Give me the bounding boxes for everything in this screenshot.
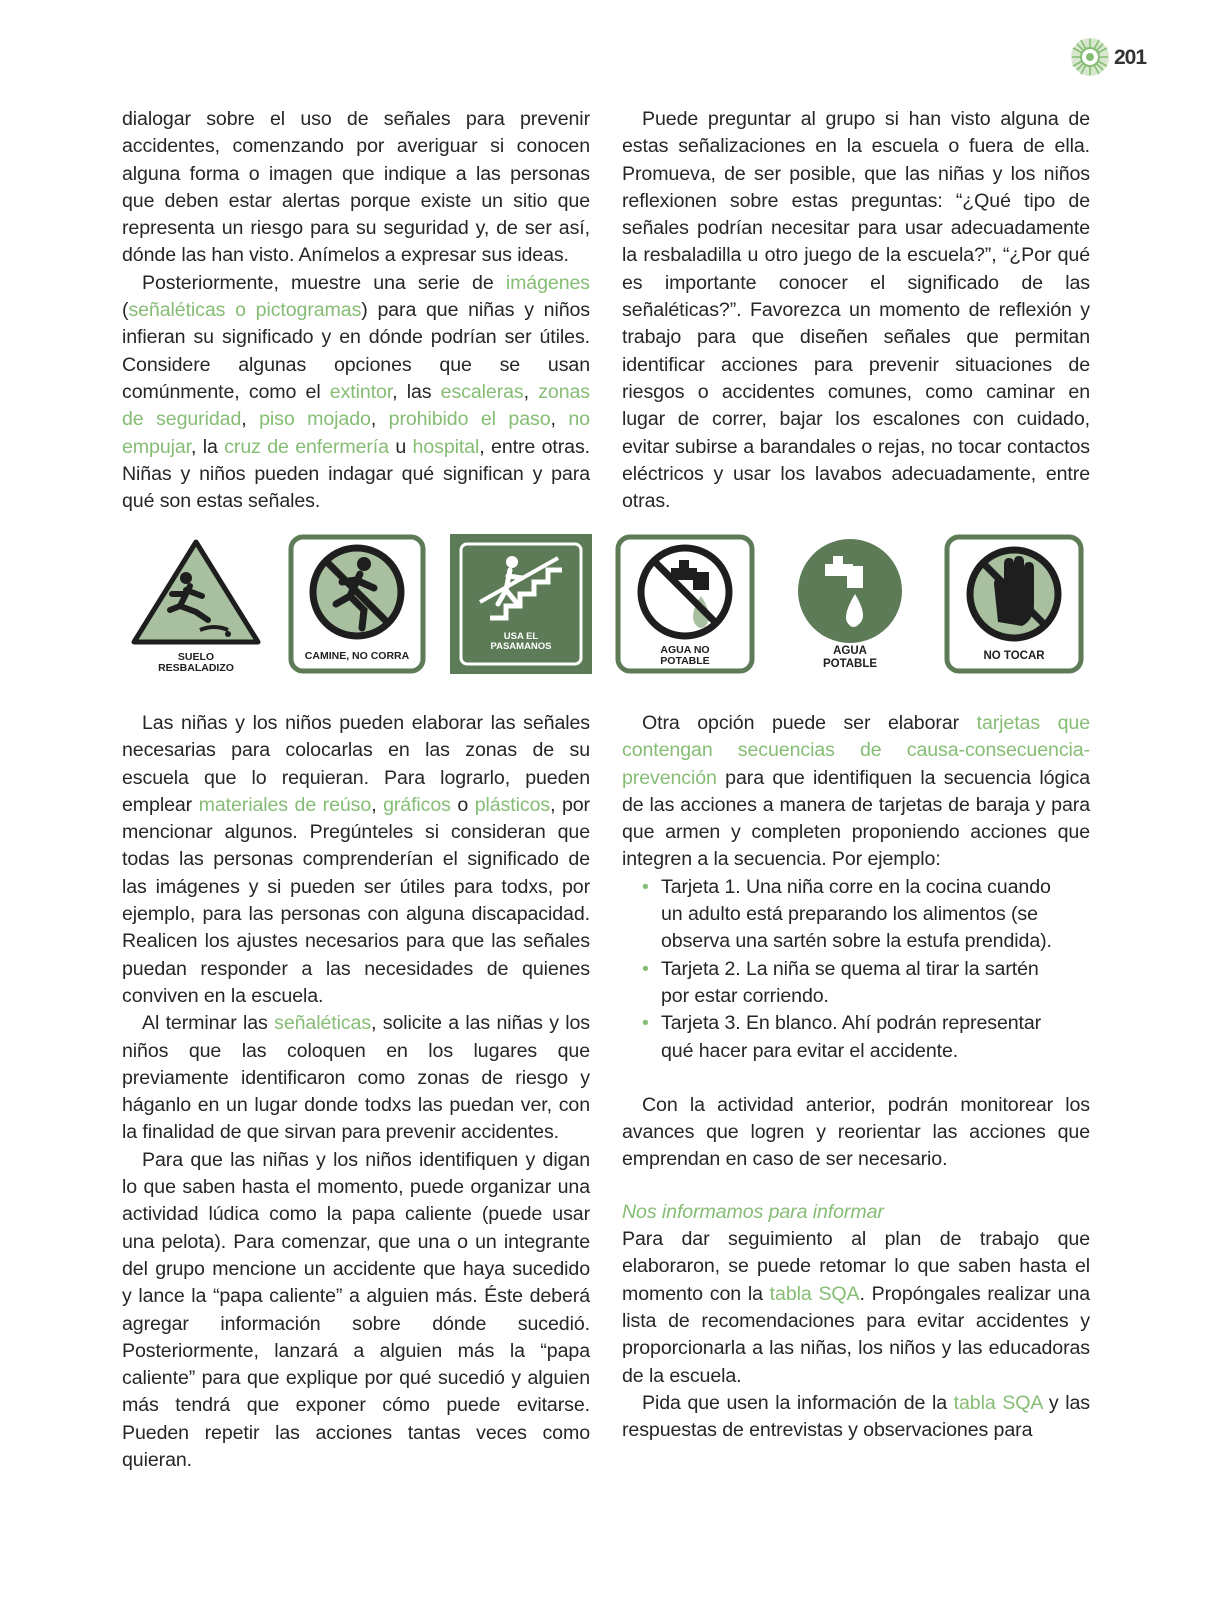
sign-caption: AGUA NO POTABLE [660, 644, 710, 667]
link-text: prohibido el paso [388, 408, 551, 431]
section-title: Nos informamos para informar [622, 1200, 884, 1223]
link-text: hospital [412, 435, 480, 458]
link-text: señaléticas o pictogramas [128, 299, 362, 322]
paragraph: Al terminar las señaléticas, solicite a las niñas y los niños que las coloquen en los lugares que previamente identificaron como zonas de riesgo y háganlo en un lugar donde todxs las puedan ver, con la finalidad de que sirvan para prevenir accidentes. [122, 1012, 591, 1144]
sign-caption: CAMINE, NO CORRA [304, 650, 410, 662]
page-number: 201 [1114, 46, 1147, 69]
column-left-bottom [122, 710, 590, 1474]
list-item: • Tarjeta 3. En blanco. Ahí podrán representar qué hacer para evitar el accidente. [622, 1010, 1052, 1065]
list-item: • Tarjeta 2. La niña se quema al tirar la sartén por estar corriendo. [622, 956, 1052, 1011]
link-text: plásticos [474, 793, 551, 816]
potable-water-sign-icon [795, 536, 905, 646]
slippery-floor-sign-icon [130, 538, 262, 648]
emblem-icon [1070, 37, 1110, 77]
link-text: tabla SQA [953, 1391, 1043, 1414]
paragraph: Puede preguntar al grupo si han visto alguna de estas señalizaciones en la escuela o fuera de ella. Promueva, de ser posible, que las niñas y los niños reflexionen sobre estas preguntas: “¿Qué tipo de señales podrían necesitar para usar adecuadamente la resbaladilla u otro juego de la escuela?”, “¿Por qué es importante conocer el significado de las señaléticas?”. Favorezca un momento de reflexión y trabajo para que diseñen señales que permitan identificar acciones para prevenir situaciones de riesgos o accidentes comunes, como caminar en lugar de correr, bajar los escalones con cuidado, evitar subirse a barandales o rejas, no tocar contactos eléctricos y usar los lavabos adecuadamente, entre otras. [622, 108, 1090, 513]
paragraph: dialogar sobre el uso de señales para prevenir accidentes, comenzando por averiguar si conocen alguna forma o imagen que indique a las personas que deben estar alertas porque existe un sitio que representa un riesgo para su seguridad y, de ser así, dónde las han visto. Anímelos a expresar sus ideas. [122, 108, 590, 267]
link-text: señaléticas [274, 1012, 372, 1035]
paragraph: Pida que usen la información de la tabla SQA y las respuestas de entrevistas y observaciones para [622, 1391, 1090, 1442]
paragraph: Posteriormente, muestre una serie de imágenes (señaléticas o pictogramas) para que niñas y niños infieran su significado y en dónde podrían ser útiles. Considere algunas opciones que se usan comúnmente, como el extintor, las escaleras, zonas de seguridad, piso mojado, prohibido el paso, no empujar, la cruz de enfermería u hospital, entre otras. Niñas y niños pueden indagar qué significan y para qué son estas señales. [122, 271, 590, 513]
sign-caption: AGUA POTABLE [822, 645, 878, 670]
link-text: zonas de seguridad [122, 380, 590, 431]
link-text: piso mojado [259, 408, 371, 431]
column-right-top [622, 106, 1090, 515]
sign-caption: NO TOCAR [983, 650, 1045, 662]
link-text: tarjetas que contengan secuencias de causa-consecuencia-prevención [622, 712, 1090, 789]
link-text: imágenes [505, 271, 590, 294]
sign-caption: SUELO RESBALADIZO [158, 651, 234, 674]
paragraph: Para que las niñas y los niños identifiquen y digan lo que saben hasta el momento, puede organizar una actividad lúdica como la papa caliente (puede usar una pelota). Para comenzar, que una o un integrante del grupo mencione un accidente que haya sucedido y lance la “papa caliente” a alguien más. Éste deberá agregar información sobre dónde sucedió. Posteriormente, lanzará a alguien más la “papa caliente” para que explique por qué sucedió y alguien más tendrá que exponer cómo puede evitarse. Pueden repetir las acciones tantas veces como quieran. [122, 1148, 590, 1472]
link-text: materiales de reúso [198, 793, 372, 816]
link-text: cruz de enfermería [224, 435, 389, 458]
sign-caption: USA EL PASAMANOS [490, 631, 552, 652]
paragraph: Las niñas y los niños pueden elaborar las señales necesarias para colocarlas en las zonas de su escuela que lo requieran. Para lograrlo, pueden emplear materiales de reúso, gráficos o plásticos, por mencionar algunos. Pregúnteles si consideran que todas las personas comprenderían el significado de las imágenes y si pueden ser útiles para todxs, por ejemplo, para las personas con alguna discapacidad. Realicen los ajustes necesarios para que las señales puedan responder a las necesidades de quienes conviven en la escuela. [122, 712, 590, 1007]
column-left-top [122, 106, 590, 515]
bullet-list [622, 874, 1052, 1065]
column-right-bottom [622, 710, 1090, 1444]
handrail-stairs-sign-icon [450, 534, 592, 674]
safety-signs-row [130, 538, 1100, 690]
link-text: extintor [329, 380, 393, 403]
link-text: escaleras [440, 380, 524, 403]
link-text: no empujar [122, 408, 590, 458]
paragraph: Otra opción puede ser elaborar tarjetas que contengan secuencias de causa-consecuencia-prevención para que identifiquen la secuencia lógica de las acciones a manera de tarjetas de baraja y para que armen y completen proponiendo acciones que integren a la secuencia. Por ejemplo: [622, 712, 1090, 871]
link-text: gráficos [383, 793, 451, 816]
list-item: • Tarjeta 1. Una niña corre en la cocina cuando un adulto está preparando los alimentos (se observa una sartén sobre la estufa prendida). [622, 874, 1052, 956]
link-text: tabla SQA [769, 1282, 860, 1305]
paragraph: Para dar seguimiento al plan de trabajo que elaboraron, se puede retomar lo que saben hasta el momento con la tabla SQA. Propóngales realizar una lista de recomendaciones para evitar accidentes y proporcionarla a las niñas, los niños y las educadoras de la escuela. [622, 1228, 1090, 1387]
paragraph: Con la actividad anterior, podrán monitorear los avances que logren y reorientar las acciones que emprendan en caso de ser necesario. [622, 1093, 1090, 1171]
